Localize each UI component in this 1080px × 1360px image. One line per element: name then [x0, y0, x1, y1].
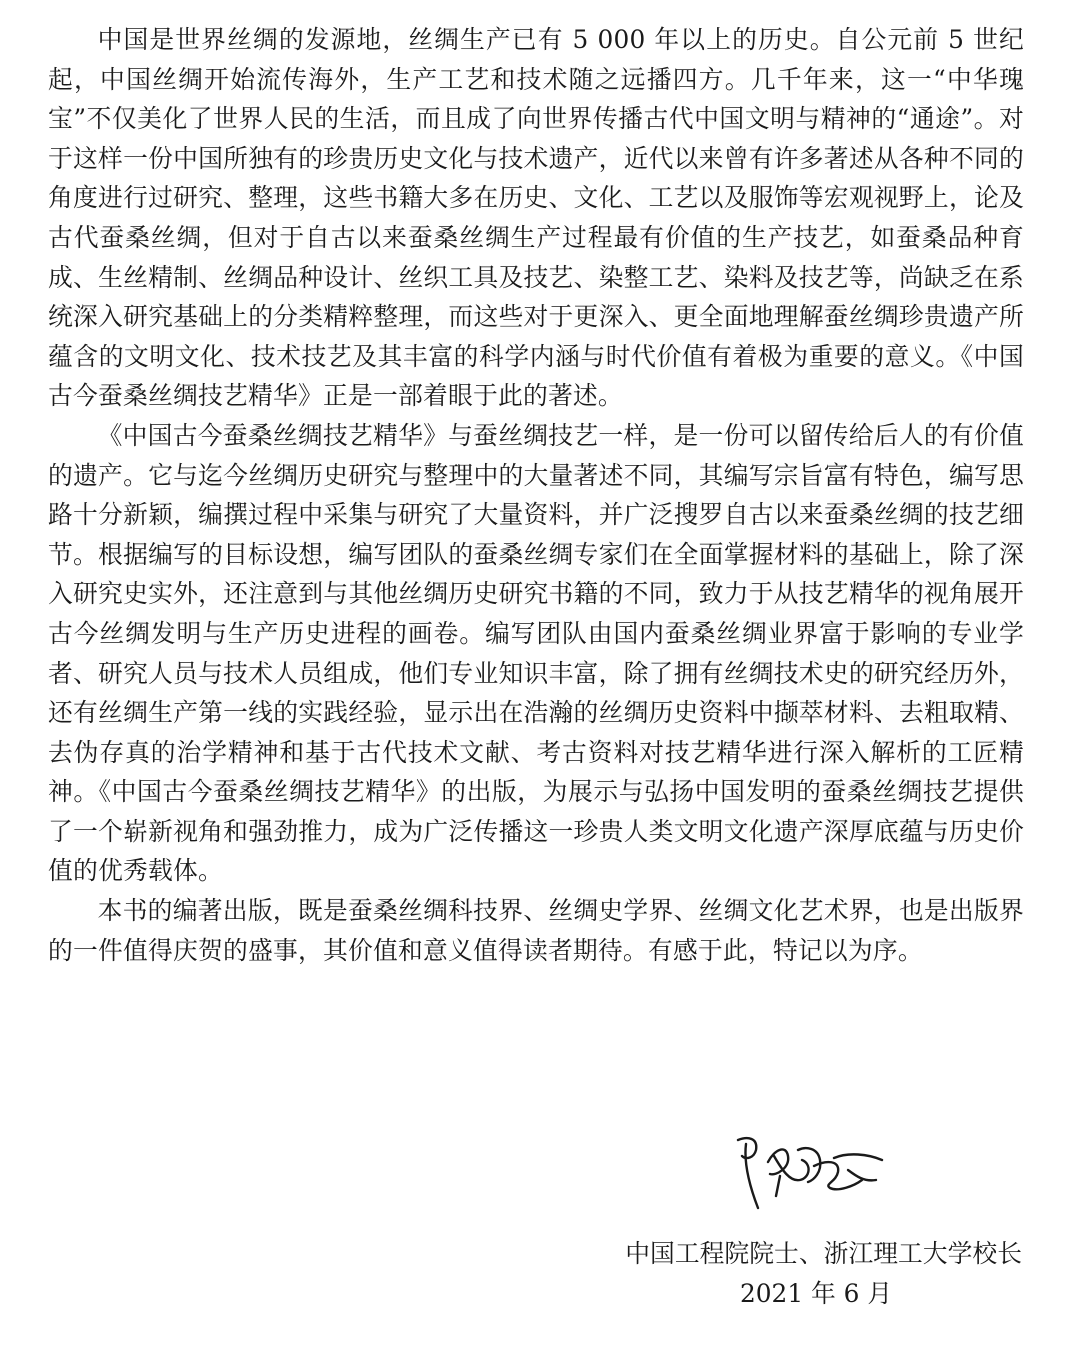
preface-paragraph-2: 《中国古今蚕桑丝绸技艺精华》与蚕丝绸技艺一样，是一份可以留传给后人的有价值的遗产。它与迄今丝绸历史研究与整理中的大量著述不同，其编写宗旨富有特色，编写思路十分新颖，编撰过程中采集与研究了大量资料，并广泛搜罗自古以来蚕桑丝绸的技艺细节。根据编写的目标设想，编写团队的蚕桑丝绸专家们在全面掌握材料的基础上，除了深入研究史实外，还注意到与其他丝绸历史研究书籍的不同，致力于从技艺精华的视角展开古今丝绸发明与生产历史进程的画卷。编写团队由国内蚕桑丝绸业界富于影响的专业学者、研究人员与技术人员组成，他们专业知识丰富，除了拥有丝绸技术史的研究经历外，还有丝绸生产第一线的实践经验，显示出在浩瀚的丝绸历史资料中撷萃材料、去粗取精、去伪存真的治学精神和基于古代技术文献、考古资料对技艺精华进行深入解析的工匠精神。《中国古今蚕桑丝绸技艺精华》的出版，为展示与弘扬中国发明的蚕桑丝绸技艺提供了一个崭新视角和强劲推力，成为广泛传播这一珍贵人类文明文化遗产深厚底蕴与历史价值的优秀载体。 — [48, 420, 1024, 886]
preface-body — [48, 20, 1024, 970]
signing-date: 2021 年 6 月 — [740, 1279, 893, 1308]
author-affiliation: 中国工程院院士、浙江理工大学校长 — [625, 1239, 1022, 1268]
preface-paragraph-1: 中国是世界丝绸的发源地，丝绸生产已有 5 000 年以上的历史。自公元前 5 世纪起，中国丝绸开始流传海外，生产工艺和技术随之远播四方。几千年来，这一“中华瑰宝”不仅美化了世界人民的生活，而且成了向世界传播古代中国文明与精神的“通途”。对于这样一份中国所独有的珍贵历史文化与技术遗产，近代以来曾有许多著述从各种不同的角度进行过研究、整理，这些书籍大多在历史、文化、工艺以及服饰等宏观视野上，论及古代蚕桑丝绸，但对于自古以来蚕桑丝绸生产过程最有价值的生产技艺，如蚕桑品种育成、生丝精制、丝绸品种设计、丝织工具及技艺、染整工艺、染料及技艺等，尚缺乏在系统深入研究基础上的分类精粹整理，而这些对于更深入、更全面地理解蚕丝绸珍贵遗产所蕴含的文明文化、技术技艺及其丰富的科学内涵与时代价值有着极为重要的意义。《中国古今蚕桑丝绸技艺精华》正是一部着眼于此的著述。 — [48, 25, 1024, 411]
preface-paragraph-3: 本书的编著出版，既是蚕桑丝绸科技界、丝绸史学界、丝绸文化艺术界，也是出版界的一件值得庆贺的盛事，其价值和意义值得读者期待。有感于此，特记以为序。 — [48, 896, 1024, 965]
handwritten-signature-icon — [730, 1130, 890, 1220]
